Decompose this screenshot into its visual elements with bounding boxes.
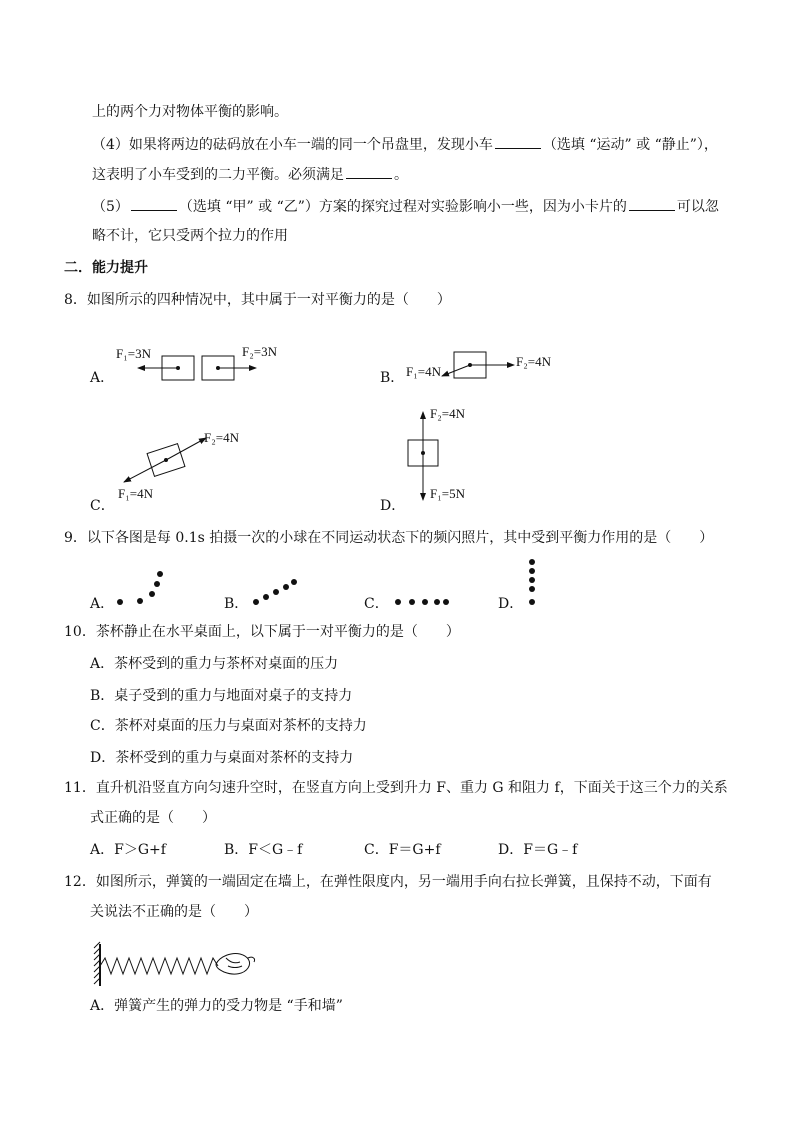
q8-option-d-figure [400,404,490,504]
q8-b-f2-label: F₂=4N [516,354,551,369]
q8-option-a-label: A． [90,370,115,386]
q10-option-a: A．茶杯受到的重力与茶杯对桌面的压力 [90,656,339,672]
q11-stem-line-2: 式正确的是（ ） [90,810,216,826]
q11-option-b: B．F＜G﹣f [224,842,303,858]
q7-4-text-c: 这表明了小车受到的二力平衡。必须满足 [92,167,344,183]
q8-d-f1-label: F₁=5N [430,486,465,501]
q11-stem-line-1: 11．直升机沿竖直方向匀速升空时，在竖直方向上受到升力 F、重力 G 和阻力 f，下面关于这三个力的关系 [64,780,728,796]
q8-c-f1-label: F₁=4N [118,486,153,501]
q7-4-text-d: 。 [394,167,408,183]
q11-option-d: D．F＝G﹣f [498,842,578,858]
answer-blank [629,196,675,211]
q11-option-a: A．F＞G+f [90,842,166,858]
q9-option-b-label: B． [224,596,249,612]
q8-option-d-label: D． [380,498,406,514]
q8-c-f2-label: F₂=4N [204,430,239,445]
q12-stem-line-2: 关说法不正确的是（ ） [90,904,258,920]
q9-option-a-dots [112,566,172,610]
q10-option-d: D．茶杯受到的重力与桌面对茶杯的支持力 [90,750,354,766]
answer-blank [131,196,177,211]
q7-item-4-cont [92,164,408,185]
spring-wall-hand-figure [92,940,262,990]
q7-item-4 [92,134,718,155]
q10-stem: 10．茶杯静止在水平桌面上，以下属于一对平衡力的是（ ） [64,624,460,640]
q12-option-a: A．弹簧产生的弹力的受力物是 “手和墙” [90,998,343,1014]
q8-a-f2-label: F₂=3N [242,344,277,359]
q9-stem: 9．以下各图是每 0.1s 拍摄一次的小球在不同运动状态下的频闪照片，其中受到平衡力作用的是（ ） [64,530,714,546]
q9-option-c-label: C． [364,596,389,612]
q8-b-f1-label: F₁=4N [406,364,441,379]
q8-option-c-label: C． [90,498,115,514]
q8-d-f2-label: F₂=4N [430,406,465,421]
answer-blank [346,164,392,179]
q7-item-5-cont: 略不计，它只受两个拉力的作用 [92,228,288,244]
section-heading: 二．能力提升 [64,260,148,276]
q9-option-c-dots [388,592,458,612]
q8-stem: 8．如图所示的四种情况中，其中属于一对平衡力的是（ ） [64,292,451,308]
q7-5-text-c: 可以忽 [676,199,719,215]
q8-option-b-label: B． [380,370,405,386]
q11-option-c: C．F＝G+f [364,842,441,858]
q9-option-d-label: D． [498,596,524,612]
q12-stem-line-1: 12．如图所示，弹簧的一端固定在墙上，在弹性限度内，另一端用手向右拉长弹簧，且保持不动，下面有 [64,874,712,890]
answer-blank [495,134,541,149]
q10-option-b: B．桌子受到的重力与地面对桌子的支持力 [90,688,353,704]
q8-option-b-figure [400,344,570,390]
q9-option-a-label: A． [90,596,115,612]
q7-5-text-b: （选填 “甲” 或 “乙”）方案的探究过程对实验影响小一些，因为小卡片的 [178,199,627,215]
q9-option-d-dots [522,556,542,610]
q9-option-b-dots [248,574,308,610]
q7-5-text-a: （5） [92,199,129,215]
q8-option-a-figure [110,336,290,386]
q10-option-c: C．茶杯对桌面的压力与桌面对茶杯的支持力 [90,718,367,734]
q8-a-f1-label: F₁=3N [116,346,151,361]
q7-4-text-b: （选填 “运动” 或 “静止”）， [542,137,718,153]
q8-option-c-figure [110,426,270,504]
q7-4-text-a: （4）如果将两边的砝码放在小车一端的同一个吊盘里，发现小车 [92,137,493,153]
q7-item-5 [92,196,719,217]
q7-line-1: 上的两个力对物体平衡的影响。 [92,104,288,120]
